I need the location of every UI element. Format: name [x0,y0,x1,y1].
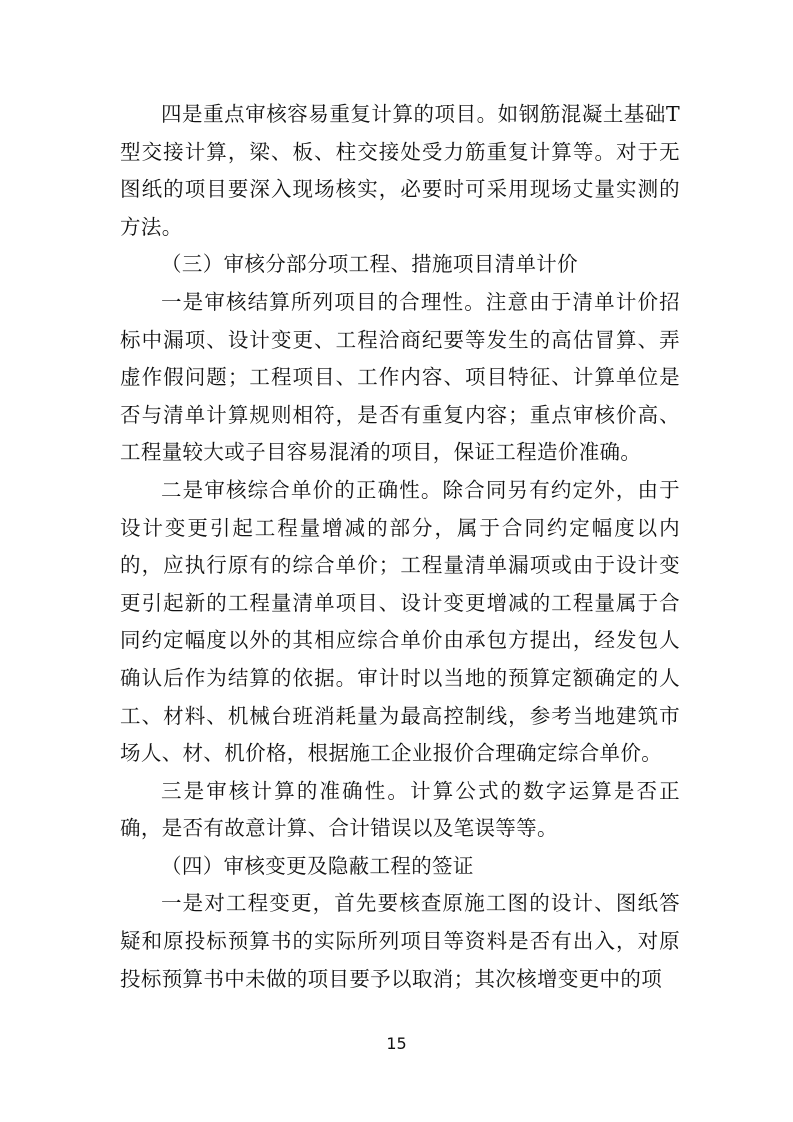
section-heading-4: （四）审核变更及隐蔽工程的签证 [161,853,474,878]
paragraph-unit-price-correctness: 二是审核综合单价的正确性。除合同另有约定外，由于设计变更引起工程量增减的部分，属于合同约定幅度以内的，应执行原有的综合单价；工程量清单漏项或由于设计变更引起新的工程量清单项目、设计变更增减的工程量属于合同约定幅度以外的其相应综合单价由承包方提出，经发包人确认后作为结算的依据。审计时以当地的预算定额确定的人工、材料、机械台班消耗量为最高控制线，参考当地建筑市场人、材、机价格，根据施工企业报价合理确定综合单价。 [120,477,680,766]
section-heading-3: （三）审核分部分项工程、措施项目清单计价 [161,252,578,277]
paragraph-calculation-accuracy: 三是审核计算的准确性。计算公式的数字运算是否正确，是否有故意计算、合计错误以及笔误等等。 [120,778,680,841]
page-body [120,96,680,998]
paragraph-item-rationality: 一是审核结算所列项目的合理性。注意由于清单计价招标中漏项、设计变更、工程洽商纪要等发生的高估冒算、弄虚作假问题；工程项目、工作内容、项目特征、计算单位是否与清单计算规则相符，是否有重复内容；重点审核价高、工程量较大或子目容易混淆的项目，保证工程造价准确。 [120,289,680,465]
paragraph-engineering-change: 一是对工程变更，首先要核查原施工图的设计、图纸答疑和原投标预算书的实际所列项目等资料是否有出入，对原投标预算书中未做的项目要予以取消；其次核增变更中的项 [120,891,680,991]
page-number: 15 [386,1034,407,1053]
paragraph-duplicate-calculation: 四是重点审核容易重复计算的项目。如钢筋混凝土基础T型交接计算，梁、板、柱交接处受力筋重复计算等。对于无图纸的项目要深入现场核实，必要时可采用现场丈量实测的方法。 [120,102,680,239]
